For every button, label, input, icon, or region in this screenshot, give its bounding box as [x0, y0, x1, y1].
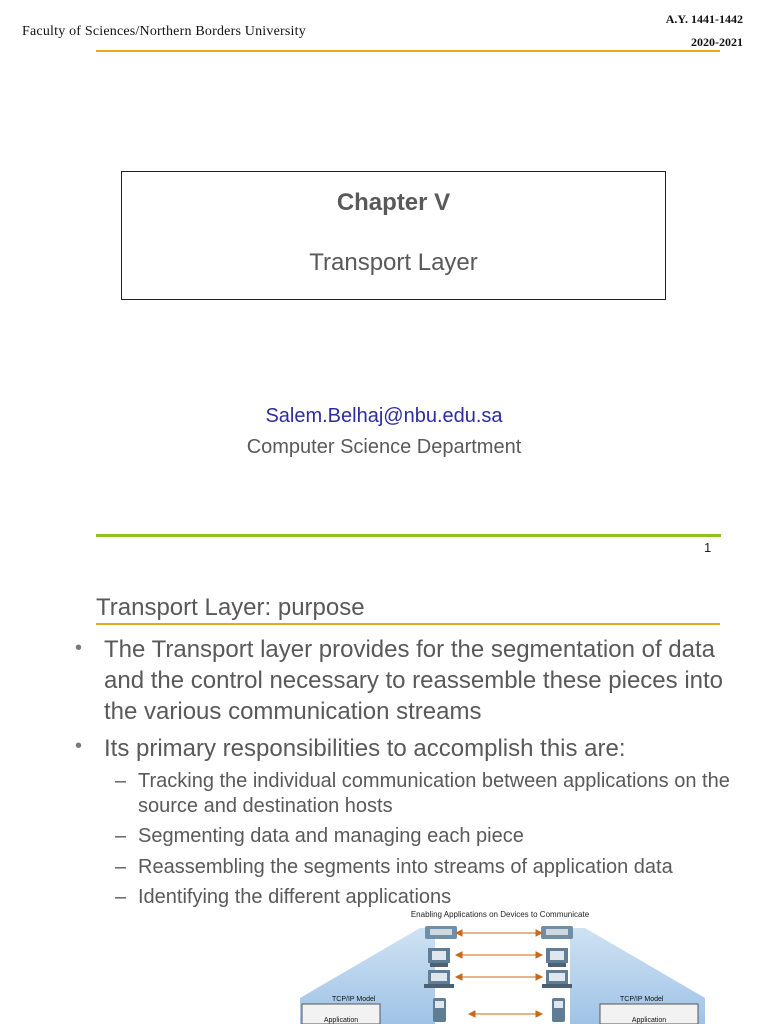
communication-diagram	[300, 906, 705, 1024]
slide-title: Transport Layer: purpose	[96, 594, 365, 621]
sub-bullet-dash: –	[115, 856, 127, 878]
header-rule	[96, 50, 720, 52]
sub-bullet-dash: –	[115, 770, 127, 792]
sub-bullet-item: Segmenting data and managing each piece	[138, 825, 524, 847]
bullet-item: The Transport layer provides for the segmentation of data and the control necessary to reassemble these pieces into the various communication streams	[104, 636, 724, 725]
left-handset-icon	[433, 998, 446, 1022]
bullet-item: Its primary responsibilities to accomplish this are:	[104, 735, 626, 762]
right-desktop-icon	[546, 948, 568, 967]
right-phone-icon	[541, 926, 573, 939]
chapter-title: Transport Layer	[309, 249, 478, 276]
right-layer-label: Application	[631, 1017, 667, 1024]
sub-bullet-item: Identifying the different applications	[138, 886, 452, 908]
academic-year-hijri: A.Y. 1441-1442	[665, 12, 743, 26]
footer-rule	[96, 534, 721, 537]
left-layer-label: Application	[323, 1017, 359, 1024]
right-laptop-icon	[542, 970, 572, 988]
sub-bullet-item: Reassembling the segments into streams of application data	[138, 856, 673, 878]
left-desktop-icon	[428, 948, 450, 967]
right-handset-icon	[552, 998, 565, 1022]
chapter-box	[121, 171, 666, 300]
sub-bullet-item: Tracking the individual communication between applications on the source and destination hosts	[138, 770, 730, 817]
figure-caption: Enabling Applications on Devices to Communicate	[410, 910, 590, 919]
left-model-label: TCP/IP Model	[332, 996, 376, 1003]
bullet-dot: •	[75, 637, 83, 659]
contact-email: Salem.Belhaj@nbu.edu.sa	[265, 405, 503, 427]
connection-arrows	[456, 930, 542, 1017]
right-model-label: TCP/IP Model	[620, 996, 664, 1003]
left-laptop-icon	[424, 970, 454, 988]
sub-bullet-dash: –	[115, 825, 127, 847]
slide-title-rule	[96, 623, 720, 625]
left-phone-icon	[425, 926, 457, 939]
page-number: 1	[704, 540, 712, 555]
sub-bullet-dash: –	[115, 886, 127, 908]
header-institution: Faculty of Sciences/Northern Borders University	[22, 24, 306, 39]
bullet-dot: •	[75, 735, 83, 757]
academic-year-gregorian: 2020-2021	[691, 35, 743, 49]
contact-department: Computer Science Department	[246, 436, 522, 458]
chapter-number: Chapter V	[336, 189, 451, 216]
